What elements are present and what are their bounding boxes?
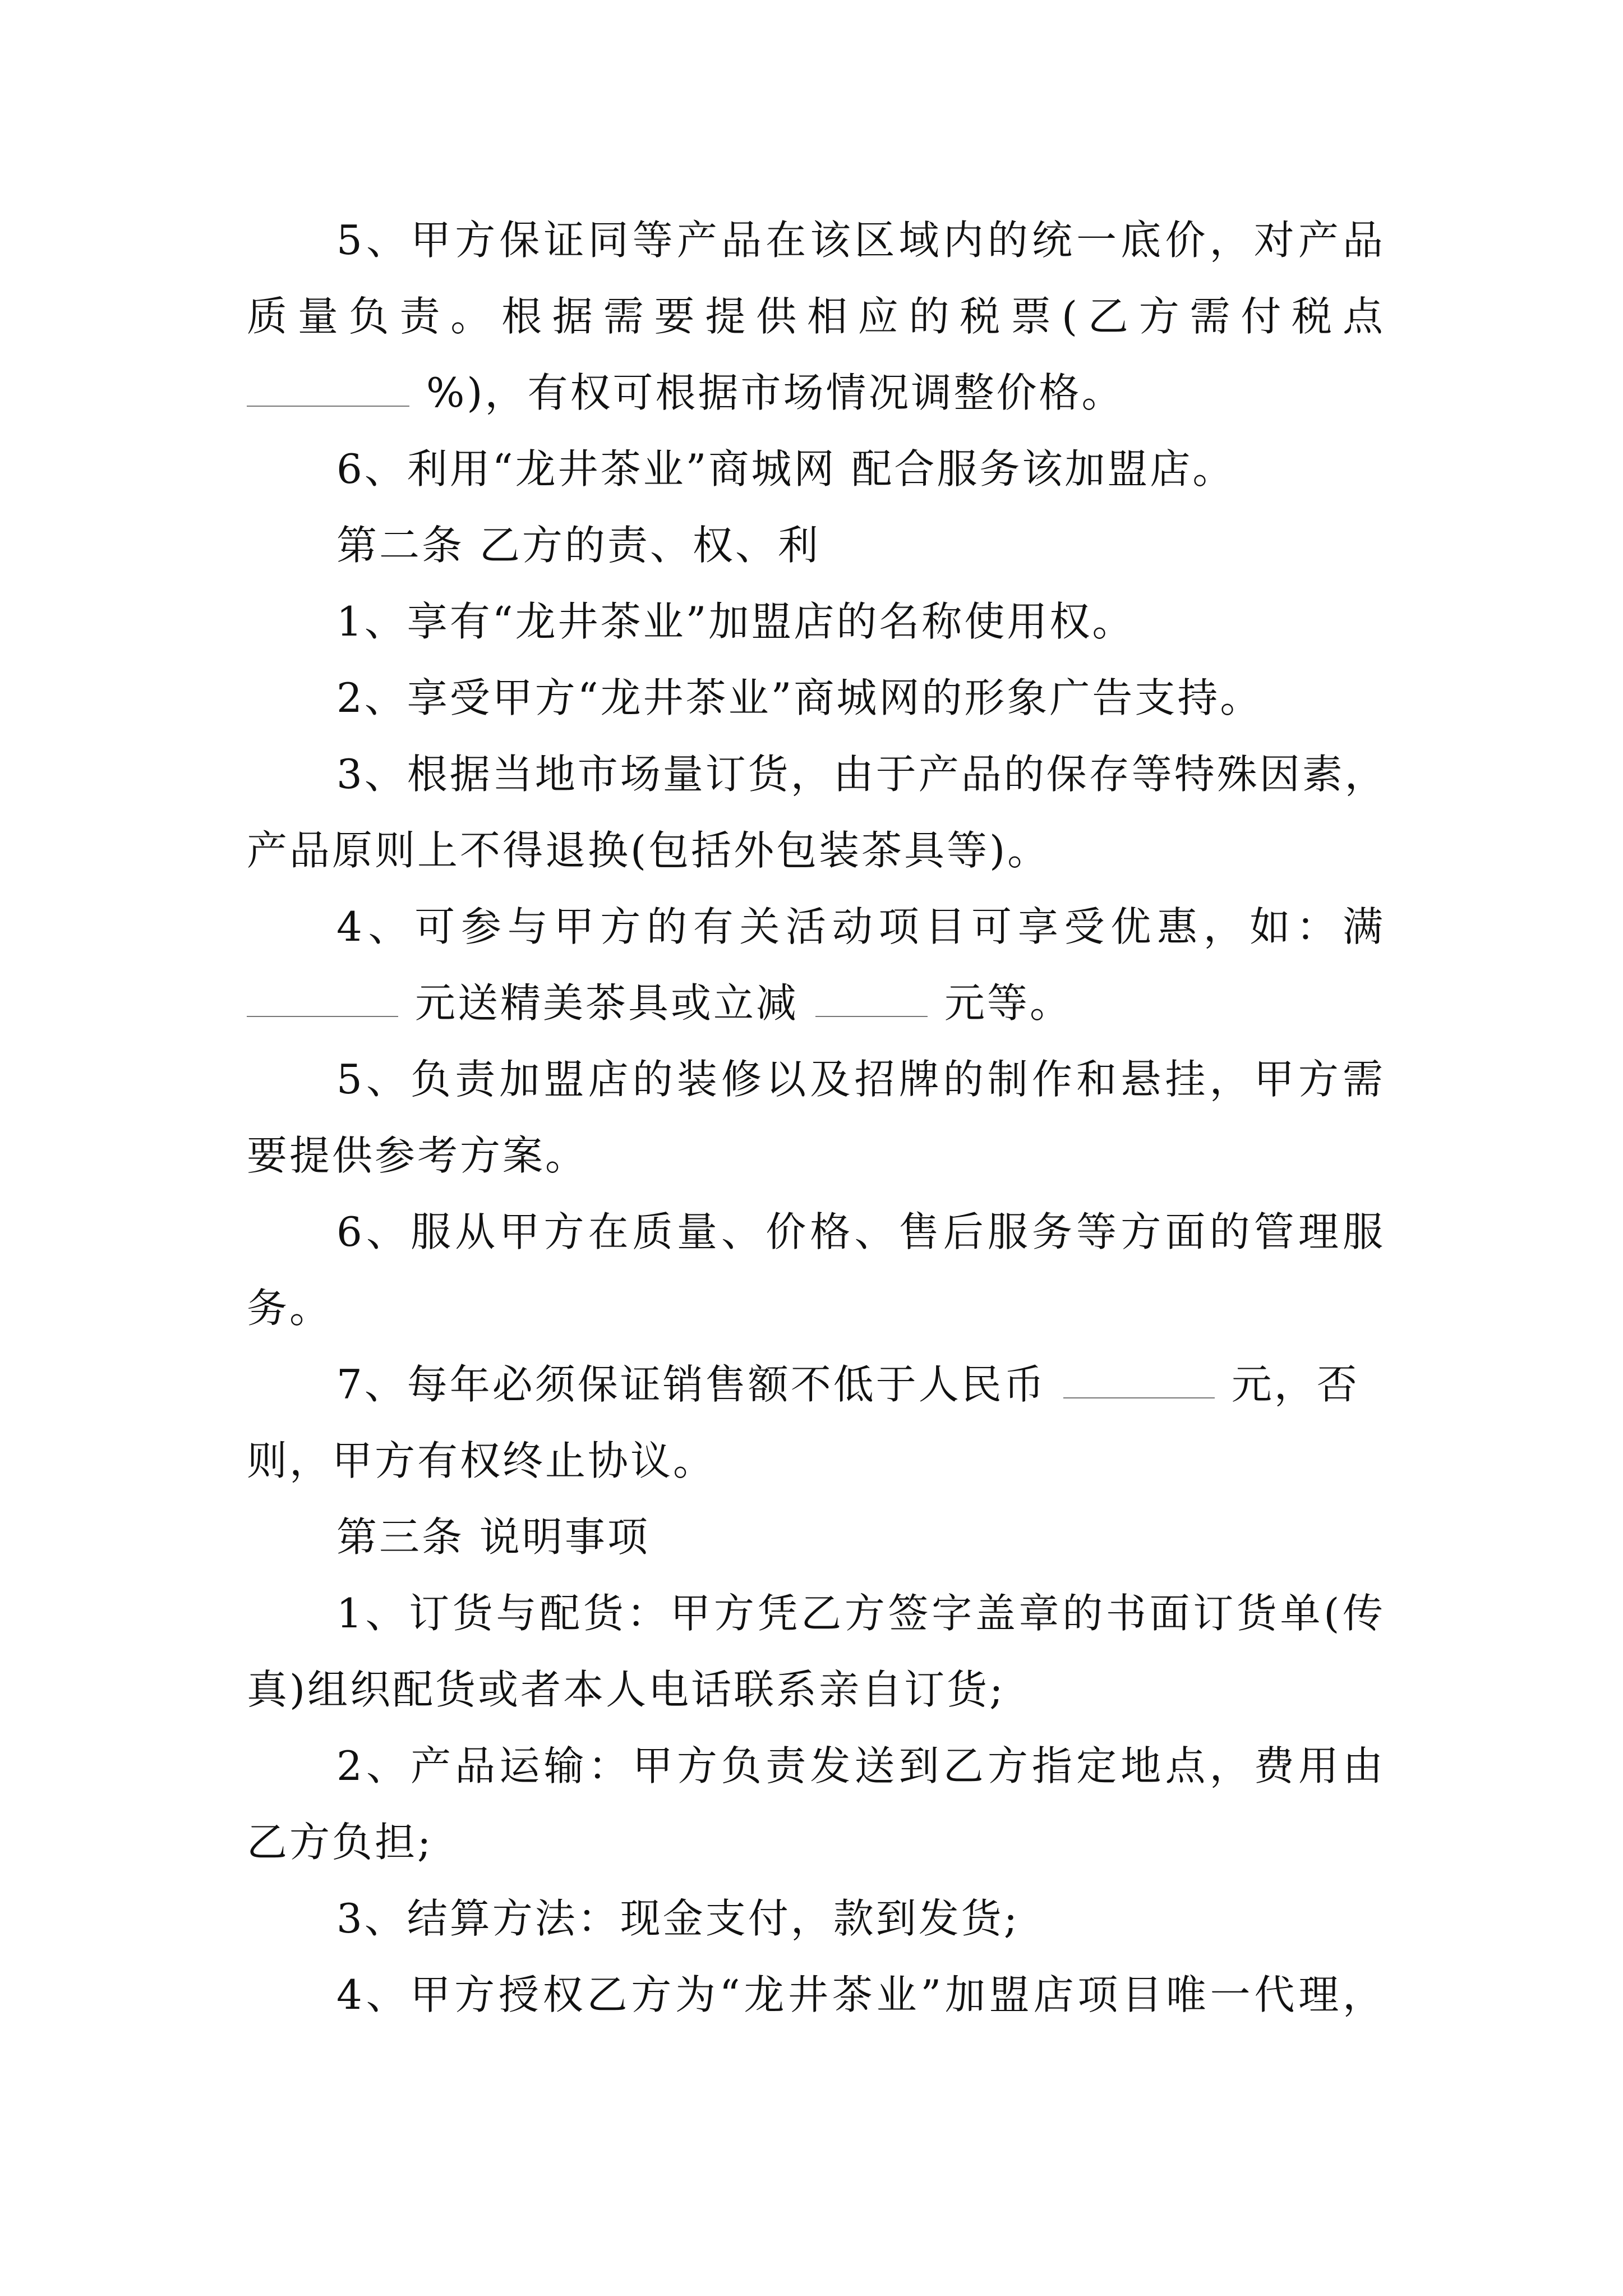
paragraph-line: 2、享受甲方“龙井茶业”商城网的形象广告支持。 <box>336 674 1263 721</box>
paragraph-line: 3、根据当地市场量订货，由于产品的保存等特殊因素， <box>336 751 1387 798</box>
paragraph-line: 务。 <box>247 1285 333 1332</box>
paragraph-line: 4、可参与甲方的有关活动项目可享受优惠，如：满 <box>336 903 1385 950</box>
paragraph-text: 元，否 <box>1231 1361 1359 1408</box>
fill-in-blank <box>247 372 409 407</box>
fill-in-blank <box>815 982 928 1017</box>
paragraph-line <box>247 1346 1385 1423</box>
section-heading: 第二条 乙方的责、权、利 <box>336 522 820 569</box>
paragraph-text: 元送精美茶具或立减 <box>415 979 799 1027</box>
fill-in-blank <box>1063 1364 1215 1398</box>
paragraph-line: 6、利用“龙井茶业”商城网 配合服务该加盟店。 <box>336 445 1235 493</box>
paragraph-line: 6、服从甲方在质量、价格、售后服务等方面的管理服 <box>336 1208 1385 1255</box>
paragraph-line: 5、负责加盟店的装修以及招牌的制作和悬挂，甲方需 <box>336 1056 1385 1103</box>
paragraph-text: %)，有权可根据市场情况调整价格。 <box>426 369 1124 416</box>
paragraph-line: 质量负责。根据需要提供相应的税票(乙方需付税点 <box>247 293 1385 340</box>
paragraph-line: 产品原则上不得退换(包括外包装茶具等)。 <box>247 827 1050 874</box>
fill-in-blank <box>247 982 398 1017</box>
paragraph-line: 则，甲方有权终止协议。 <box>247 1437 716 1484</box>
paragraph-line: 1、订货与配货：甲方凭乙方签字盖章的书面订货单(传 <box>336 1590 1385 1637</box>
paragraph-line: 4、甲方授权乙方为“龙井茶业”加盟店项目唯一代理， <box>336 1971 1385 2018</box>
paragraph-line: 要提供参考方案。 <box>247 1132 588 1179</box>
paragraph-text: 元等。 <box>944 979 1073 1027</box>
paragraph-line: 乙方负担; <box>247 1819 434 1866</box>
document-body <box>247 202 1385 2033</box>
paragraph-line: 5、甲方保证同等产品在该区域内的统一底价，对产品 <box>336 217 1385 264</box>
paragraph-line: 3、结算方法：现金支付，款到发货; <box>336 1895 1020 1942</box>
paragraph-line <box>247 965 1385 1041</box>
paragraph-text: 7、每年必须保证销售额不低于人民币 <box>336 1361 1046 1408</box>
paragraph-line <box>247 355 1385 431</box>
paragraph-line: 2、产品运输：甲方负责发送到乙方指定地点，费用由 <box>336 1742 1385 1789</box>
paragraph-line: 真)组织配货或者本人电话联系亲自订货; <box>247 1666 1006 1713</box>
paragraph-line: 1、享有“龙井茶业”加盟店的名称使用权。 <box>336 598 1135 645</box>
section-heading: 第三条 说明事项 <box>336 1513 650 1561</box>
